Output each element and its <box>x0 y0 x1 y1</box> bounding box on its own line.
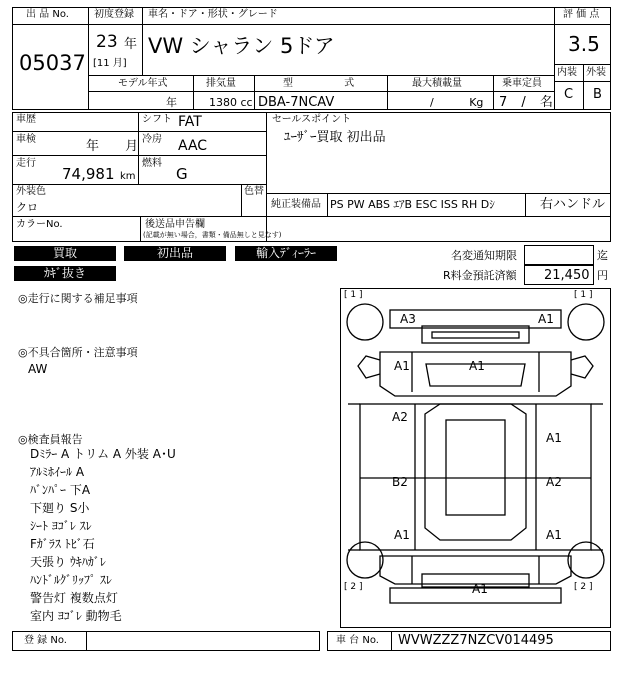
tag-buy: 買取 <box>14 246 116 261</box>
equipment-label: 純正装備品 <box>271 199 321 210</box>
damage-front-door-right: A1 <box>546 431 562 445</box>
name-change-label: 名変通知期限 <box>451 249 517 262</box>
damage-front-bumper-right: A1 <box>538 312 554 326</box>
recycle-label: R料金預託済額 <box>443 269 517 282</box>
front-left-tag: [ 1 ] <box>344 290 363 300</box>
sales-point-label: セールスポイント <box>272 114 352 125</box>
inspector-title: ◎検査員報告 <box>18 433 83 446</box>
shift-value: FAT <box>178 114 202 130</box>
tag-import-dealer: 輸入ﾃﾞｨｰﾗｰ <box>235 246 337 261</box>
name-change-unit: 迄 <box>597 249 608 262</box>
inspector-note: ｱﾙﾐﾎｲｰﾙ A <box>30 465 85 479</box>
max-load-label: 最大積載量 <box>412 78 462 89</box>
car-name-value: VW シャラン 5ドア <box>148 34 335 58</box>
model-year-unit: 年 <box>166 96 177 109</box>
capacity-label: 乗車定員 <box>502 78 542 89</box>
mileage-label: 走行 <box>16 158 36 169</box>
first-reg-year-unit: 年 <box>124 37 138 52</box>
model-year-label: モデル年式 <box>118 78 168 89</box>
color-no-label: カラーNo. <box>16 219 63 230</box>
exterior-label: 外装 <box>586 67 606 78</box>
tag-first-listing: 初出品 <box>124 246 226 261</box>
recycle-unit: 円 <box>597 269 608 282</box>
lot-no-value: 05037 <box>19 51 86 75</box>
inspector-note: 下廻り S小 <box>30 501 90 515</box>
damage-front-door-left: A2 <box>392 410 408 424</box>
exterior-grade: B <box>593 87 602 102</box>
damage-front-bumper-left: A3 <box>400 312 416 326</box>
mileage-value: 74,981 <box>62 165 115 183</box>
outer-color-label: 外装色 <box>16 186 46 197</box>
grade-value: 3.5 <box>568 32 600 56</box>
history-label: 車歴 <box>16 114 36 125</box>
inspector-note: ﾊﾝﾄﾞﾙｸﾞﾘｯﾌﾟ ｽﾚ <box>30 573 112 587</box>
inspector-note: ｼｰﾄ ﾖｺﾞﾚ ｽﾚ <box>30 519 92 533</box>
interior-label: 内装 <box>557 67 577 78</box>
recycle-value: 21,450 <box>544 268 590 283</box>
defects-title: ◎不具合箇所・注意事項 <box>18 346 138 359</box>
fuel-value: G <box>176 165 188 183</box>
interior-grade: C <box>564 87 574 102</box>
color-change-label: 色替 <box>244 186 264 197</box>
defects-value: AW <box>28 362 48 376</box>
damage-rear-door-left: B2 <box>392 475 408 489</box>
ac-label: 冷房 <box>142 134 162 145</box>
inspector-note: Fｶﾞﾗｽ ﾄﾋﾞ石 <box>30 537 95 551</box>
inspection-label: 車検 <box>16 134 36 145</box>
car-diagram <box>340 288 611 628</box>
tag-key: ｶｷﾞ抜き <box>14 266 116 281</box>
fuel-label: 燃料 <box>142 158 162 169</box>
driving-notes-title: ◎走行に関する補足事項 <box>18 292 138 305</box>
chassis-label: 車 台 No. <box>336 635 379 646</box>
grade-label: 評 価 点 <box>563 9 600 20</box>
first-reg-year: 23 <box>96 32 118 52</box>
lot-no-label: 出 品 No. <box>26 9 69 20</box>
inspector-note: 室内 ﾖｺﾞﾚ 動物毛 <box>30 609 122 623</box>
displacement-value: 1380 cc <box>209 96 253 109</box>
reg-no-label: 登 録 No. <box>24 635 67 646</box>
capacity-value: 7 / 名 <box>499 95 553 110</box>
name-change-box <box>524 245 594 265</box>
inspector-note: ﾊﾞﾝﾊﾟｰ 下A <box>30 483 91 497</box>
inspector-note: Dﾐﾗｰ A トリム A 外装 A･U <box>30 447 176 461</box>
after-docs-note: (記載が無い場合，書類・備品無しと見なす) <box>143 231 282 239</box>
rear-right-tag: [ 2 ] <box>574 582 593 592</box>
car-name-label: 車名・ドア・形状・グレード <box>148 9 278 20</box>
damage-hood: A1 <box>469 359 485 373</box>
steering-value: 右ハンドル <box>540 197 606 212</box>
max-load-value: / Kg <box>430 96 484 109</box>
outer-color-value: クロ <box>16 201 38 214</box>
front-right-tag: [ 1 ] <box>574 290 593 300</box>
first-reg-month: [11 月] <box>93 58 127 69</box>
type-value: DBA-7NCAV <box>258 95 335 110</box>
sales-point-value: ﾕｰｻﾞｰ買取 初出品 <box>284 130 386 145</box>
after-docs-label: 後送品申告欄 <box>145 219 205 230</box>
first-reg-label: 初度登録 <box>94 9 134 20</box>
inspector-note: 警告灯 複数点灯 <box>30 591 118 605</box>
inspector-note: 天張り ｳｷﾊｶﾞﾚ <box>30 555 106 569</box>
inspection-value: 年 月 <box>86 139 139 154</box>
ac-value: AAC <box>178 138 208 154</box>
mileage-unit: km <box>120 171 136 182</box>
rear-left-tag: [ 2 ] <box>344 582 363 592</box>
damage-rear-quarter-left: A1 <box>394 528 410 542</box>
damage-rear-door-right: A2 <box>546 475 562 489</box>
displacement-label: 排気量 <box>206 78 236 89</box>
damage-front-fender-left: A1 <box>394 359 410 373</box>
shift-label: シフト <box>142 114 172 125</box>
damage-rear-quarter-right: A1 <box>546 528 562 542</box>
equipment-value: PS PW ABS ｴｱB ESC ISS RH Dｼ <box>330 198 495 211</box>
type-label: 型 式 <box>283 78 355 89</box>
damage-rear-bumper: A1 <box>472 582 488 596</box>
chassis-value: WVWZZZ7NZCV014495 <box>398 633 554 648</box>
